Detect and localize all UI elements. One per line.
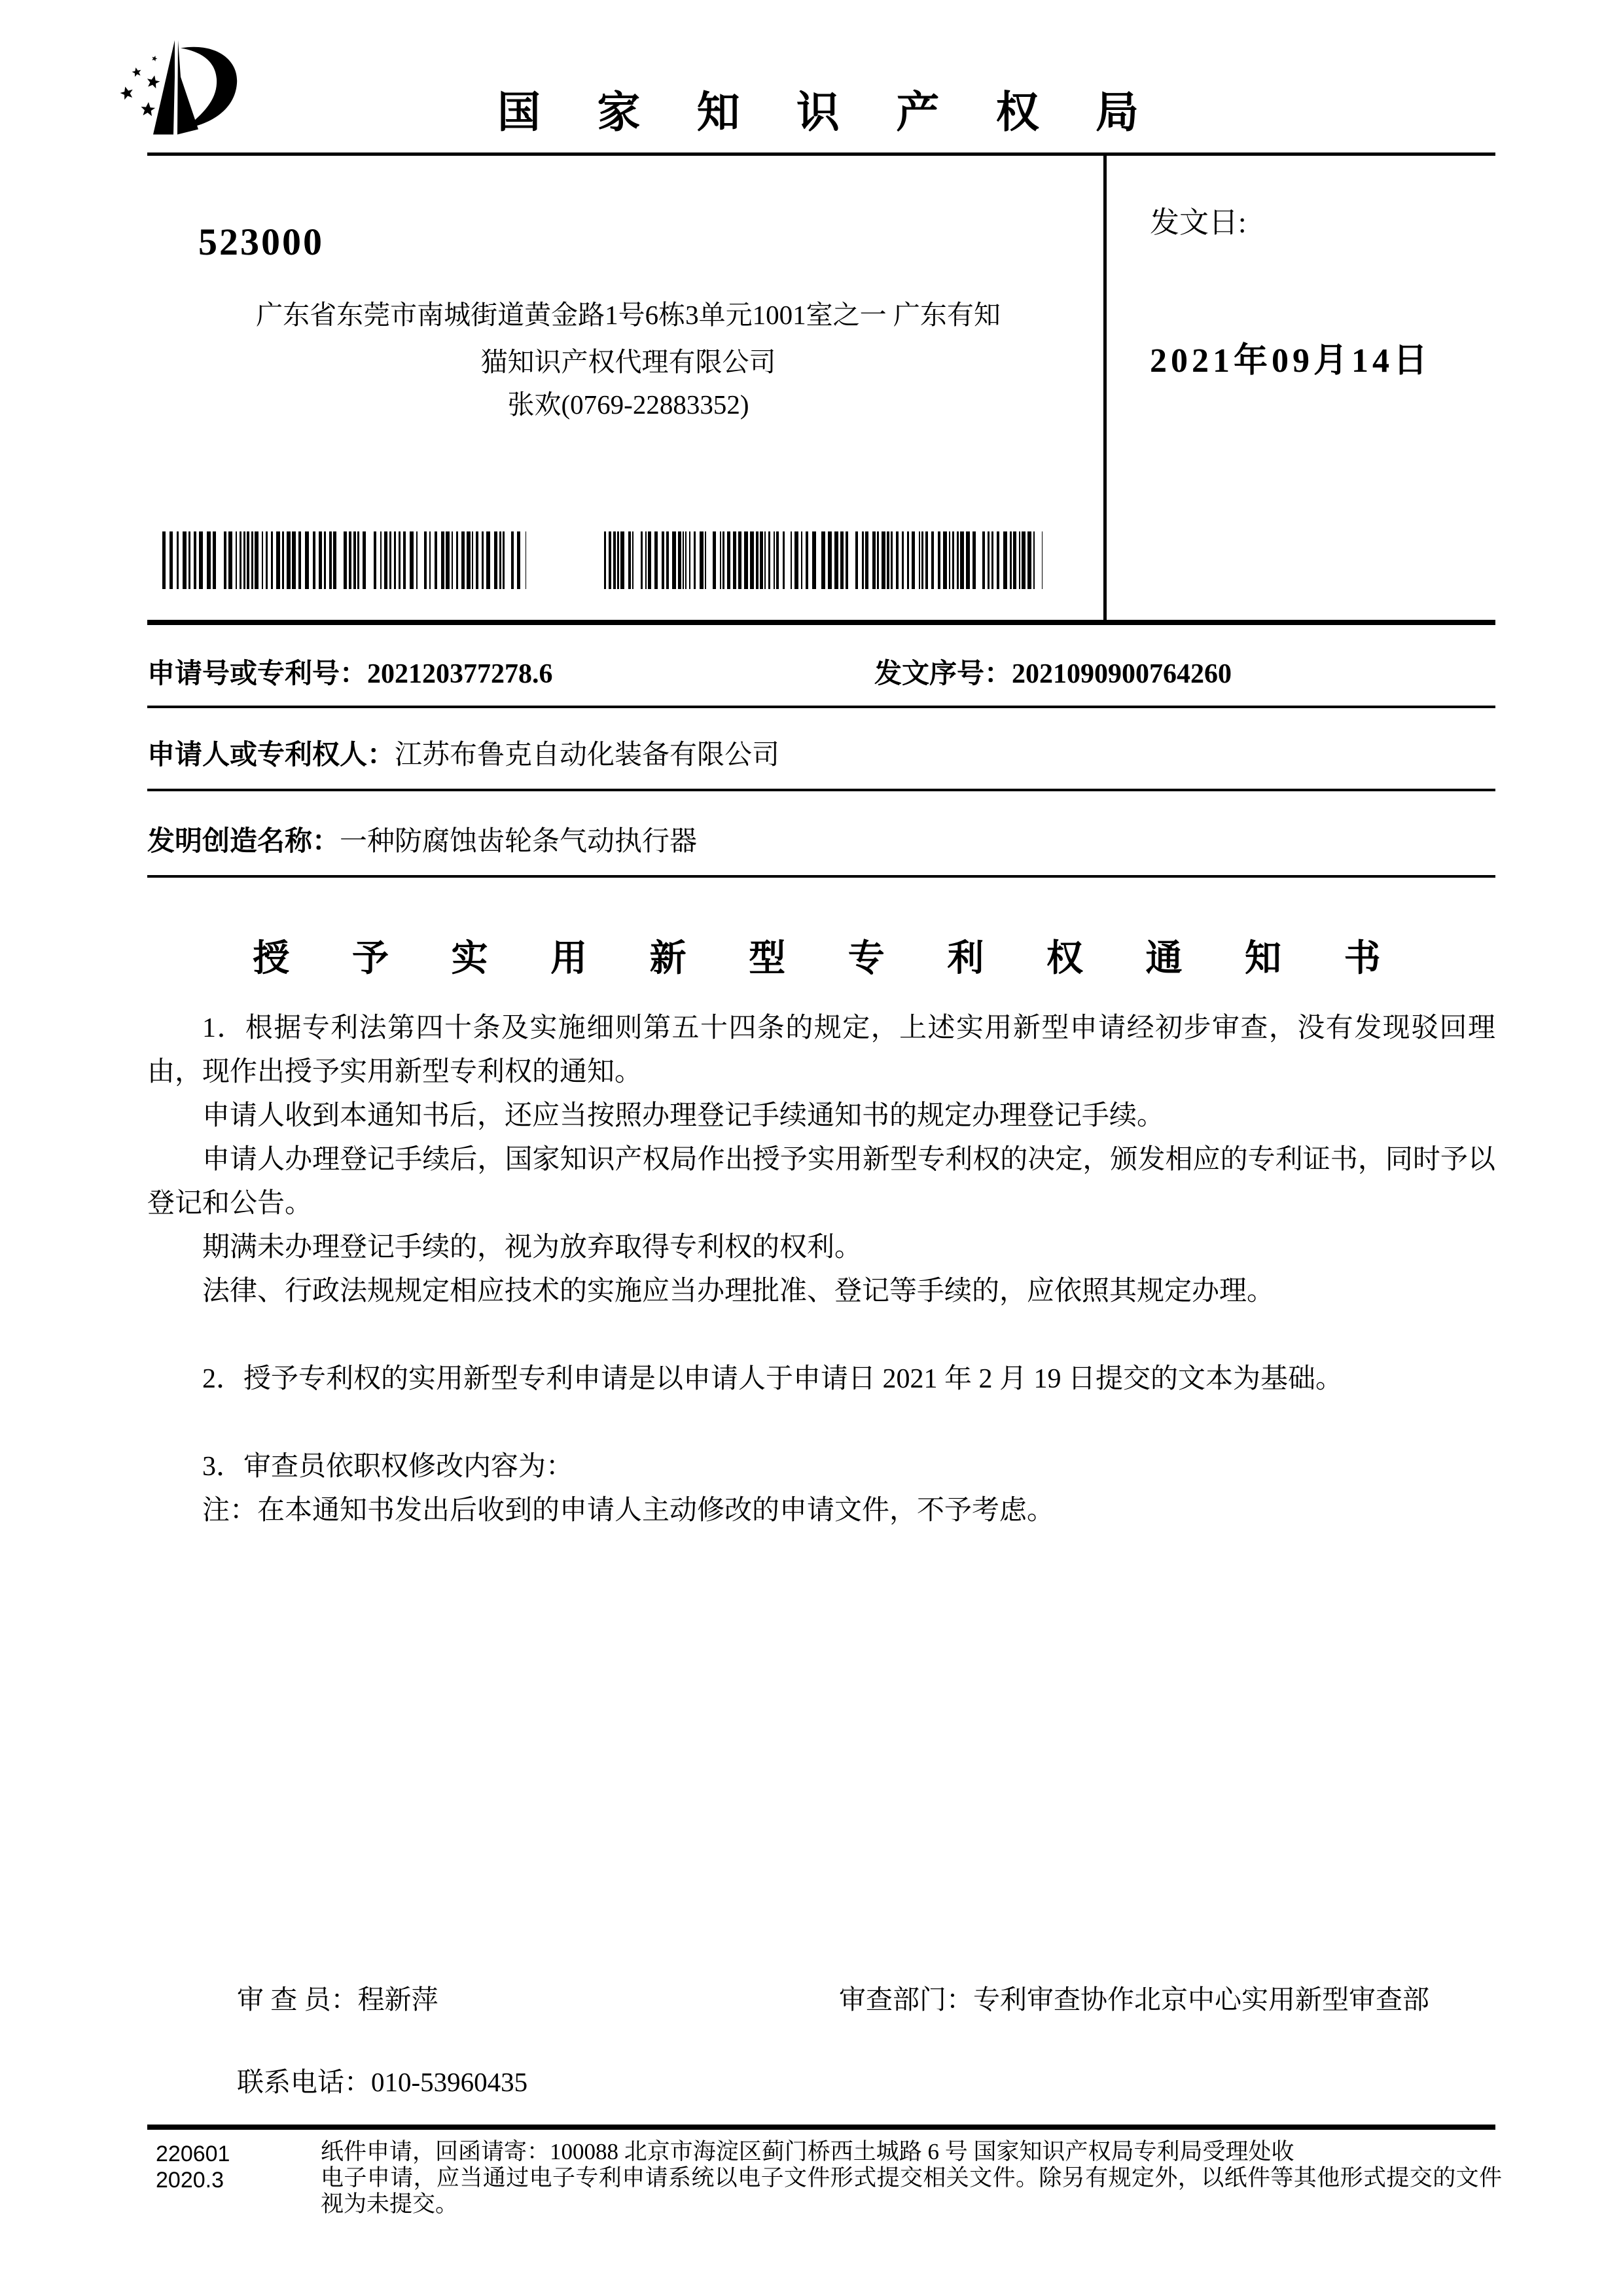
applicant-row — [147, 733, 779, 772]
row-divider — [147, 875, 1495, 878]
postal-code: 523000 — [198, 221, 324, 263]
invention-title-label: 发明创造名称： — [147, 827, 340, 857]
barcode — [604, 531, 1043, 589]
notice-body — [147, 1007, 1495, 1533]
section-divider-thick — [147, 620, 1495, 625]
body-paragraph: 3．审查员依职权修改内容为： — [202, 1452, 574, 1482]
invention-title-value: 一种防腐蚀齿轮条气动执行器 — [340, 827, 698, 857]
phone-number: 010-53960435 — [371, 2067, 528, 2097]
invention-title-row — [147, 819, 697, 859]
department-row — [839, 1978, 1429, 2017]
recipient-address-line: 猫知识产权代理有限公司 — [480, 347, 776, 377]
application-number-row — [147, 652, 553, 691]
form-version: 2020.3 — [156, 2168, 224, 2193]
department-name: 专利审查协作北京中心实用新型审查部 — [973, 1984, 1429, 2015]
row-divider — [147, 789, 1495, 791]
body-paragraph: 2．授予专利权的实用新型专利申请是以申请人于申请日 2021 年 2 月 19 日提交的文本为基础。 — [202, 1364, 1344, 1394]
header-divider — [147, 152, 1495, 156]
dispatch-date-value: 2021年09月14日 — [1150, 342, 1432, 380]
footer-divider-thick — [147, 2125, 1495, 2130]
recipient-address-line: 广东省东莞市南城街道黄金路1号6栋3单元1001室之一 广东有知 — [256, 300, 1001, 330]
agency-title: 国 家 知 识 产 权 局 — [497, 88, 1162, 136]
application-number-label: 申请号或专利号： — [147, 659, 368, 689]
recipient-contact: 张欢(0769-22883352) — [507, 389, 749, 420]
examiner-name: 程新萍 — [357, 1984, 438, 2015]
form-code: 220601 — [156, 2142, 230, 2166]
vertical-divider — [1103, 154, 1107, 622]
applicant-value: 江苏布鲁克自动化装备有限公司 — [395, 740, 780, 770]
serial-number-row — [874, 652, 1232, 691]
examiner-label: 审 查 员： — [237, 1984, 358, 2015]
footer-instructions — [321, 2139, 1502, 2217]
footer-line: 电子申请，应当通过电子专利申请系统以电子文件形式提交相关文件。除另有规定外，以纸件等其他形式提交的文件视为未提交。 — [321, 2165, 1502, 2217]
barcode — [162, 531, 526, 589]
department-label: 审查部门： — [839, 1984, 973, 2015]
examiner-row — [237, 1978, 438, 2017]
footer-line: 纸件申请，回函请寄：100088 北京市海淀区蓟门桥西土城路 6 号 国家知识产权局专利局受理处收 — [321, 2139, 1294, 2164]
body-paragraph: 注：在本通知书发出后收到的申请人主动修改的申请文件，不予考虑。 — [202, 1496, 1055, 1526]
notice-title: 授 予 实 用 新 型 专 利 权 通 知 书 — [253, 937, 1407, 978]
body-paragraph: 申请人收到本通知书后，还应当按照办理登记手续通知书的规定办理登记手续。 — [202, 1101, 1165, 1131]
body-paragraph: 1．根据专利法第四十条及实施细则第五十四条的规定，上述实用新型申请经初步审查，没有发现驳回理由，现作出授予实用新型专利权的通知。 — [147, 1013, 1495, 1087]
body-paragraph: 申请人办理登记手续后，国家知识产权局作出授予实用新型专利权的决定，颁发相应的专利证书，同时予以登记和公告。 — [147, 1145, 1495, 1219]
phone-label: 联系电话： — [237, 2067, 371, 2097]
body-paragraph: 期满未办理登记手续的，视为放弃取得专利权的权利。 — [202, 1232, 863, 1263]
serial-number-value: 2021090900764260 — [1012, 659, 1232, 689]
dispatch-date-label: 发文日: — [1150, 206, 1247, 239]
row-divider — [147, 706, 1495, 708]
applicant-label: 申请人或专利权人： — [147, 740, 395, 770]
body-paragraph: 法律、行政法规规定相应技术的实施应当办理批准、登记等手续的，应依照其规定办理。 — [202, 1276, 1275, 1306]
phone-row — [237, 2060, 527, 2099]
application-number-value: 202120377278.6 — [367, 659, 553, 689]
serial-number-label: 发文序号： — [874, 659, 1012, 689]
